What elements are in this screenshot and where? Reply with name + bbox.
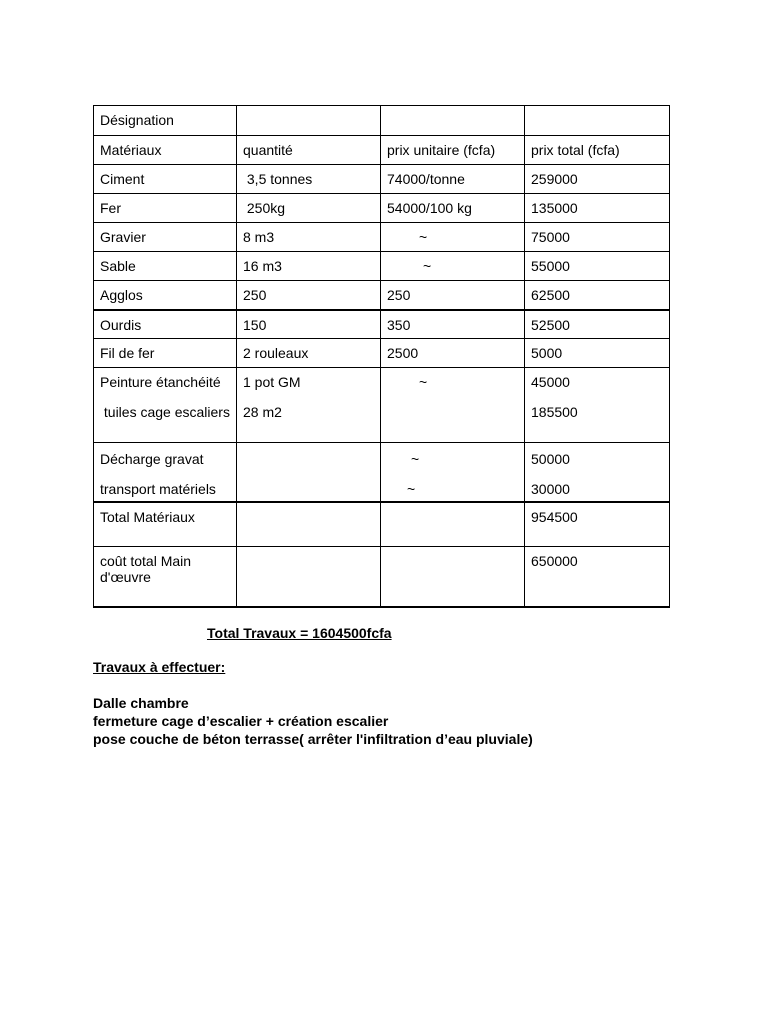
table-cell: 75000 [525, 223, 670, 252]
table-cell: 16 m3 [237, 252, 381, 281]
table-cell [381, 502, 525, 547]
table-cell [237, 443, 381, 502]
table-cell: 2500 [381, 339, 525, 368]
table-cell [381, 368, 525, 443]
table-cell [237, 547, 381, 607]
table-header-cell: quantité [237, 136, 381, 165]
cell-line: 1 pot GM [243, 374, 301, 390]
total-travaux: Total Travaux = 1604500fcfa [207, 625, 392, 641]
table-cell [237, 106, 381, 136]
table-cell: 8 m3 [237, 223, 381, 252]
table-cell: 259000 [525, 165, 670, 194]
table-cell [381, 443, 525, 502]
table-cell [237, 368, 381, 443]
table-cell: Désignation [94, 106, 237, 136]
table-cell: Agglos [94, 281, 237, 310]
cell-line: ~ [419, 374, 428, 390]
table-row [94, 194, 670, 223]
table-cell: Gravier [94, 223, 237, 252]
table-cell: 350 [381, 310, 525, 339]
task-item: pose couche de béton terrasse( arrêter l'infiltration d’eau pluviale) [93, 731, 533, 747]
table-cell: 55000 [525, 252, 670, 281]
table-row [94, 339, 670, 368]
table-cell: 2 rouleaux [237, 339, 381, 368]
table-cell: ~ [381, 223, 525, 252]
table-cell: 54000/100 kg [381, 194, 525, 223]
table-cell: Total Matériaux [94, 502, 237, 547]
cell-line: transport matériels [100, 481, 216, 497]
table-cell [381, 106, 525, 136]
table-cell [94, 443, 237, 502]
cell-line: 185500 [531, 404, 578, 420]
cell-line: 28 m2 [243, 404, 282, 420]
table-cell: ~ [381, 252, 525, 281]
cell-line: 45000 [531, 374, 570, 390]
cell-line: Peinture étanchéité [100, 374, 221, 390]
table-total-row [94, 502, 670, 547]
table-cell: 3,5 tonnes [237, 165, 381, 194]
travaux-title: Travaux à effectuer: [93, 659, 226, 675]
table-row [94, 368, 670, 443]
table-cell [94, 368, 237, 443]
table-row [94, 165, 670, 194]
table-cell: 74000/tonne [381, 165, 525, 194]
table-cell [525, 368, 670, 443]
table-cell: 52500 [525, 310, 670, 339]
cost-table [93, 105, 670, 608]
table-cell: 250 [237, 281, 381, 310]
table-row [94, 281, 670, 310]
table-cell [381, 547, 525, 607]
table-row [94, 252, 670, 281]
table-row [94, 223, 670, 252]
task-item: Dalle chambre [93, 695, 189, 711]
table-cell [525, 443, 670, 502]
table-header-cell: prix unitaire (fcfa) [381, 136, 525, 165]
cell-line: Décharge gravat [100, 451, 204, 467]
task-item: fermeture cage d’escalier + création escalier [93, 713, 389, 729]
table-cell [525, 106, 670, 136]
table-cell: Fer [94, 194, 237, 223]
table-cell: coût total Main d'œuvre [94, 547, 237, 607]
table-cell: 250 [381, 281, 525, 310]
table-cell: Ciment [94, 165, 237, 194]
table-cell: 250kg [237, 194, 381, 223]
table-row [94, 310, 670, 339]
table-cell: 150 [237, 310, 381, 339]
cell-line: 30000 [531, 481, 570, 497]
cell-line: ~ [411, 451, 420, 467]
cell-line: tuiles cage escaliers [100, 404, 230, 420]
cell-line: ~ [407, 481, 416, 497]
cell-line: 50000 [531, 451, 570, 467]
table-row [94, 443, 670, 502]
table-cell: 5000 [525, 339, 670, 368]
task-list [93, 694, 533, 748]
table-header-cell: Matériaux [94, 136, 237, 165]
table-cell: 62500 [525, 281, 670, 310]
table-header-cell: prix total (fcfa) [525, 136, 670, 165]
table-row [94, 106, 670, 136]
table-header-row [94, 136, 670, 165]
table-cell: 650000 [525, 547, 670, 607]
table-cell: Fil de fer [94, 339, 237, 368]
table-total-row [94, 547, 670, 607]
table-cell: Ourdis [94, 310, 237, 339]
table-cell: 954500 [525, 502, 670, 547]
table-cell: Sable [94, 252, 237, 281]
table-cell [237, 502, 381, 547]
table-cell: 135000 [525, 194, 670, 223]
